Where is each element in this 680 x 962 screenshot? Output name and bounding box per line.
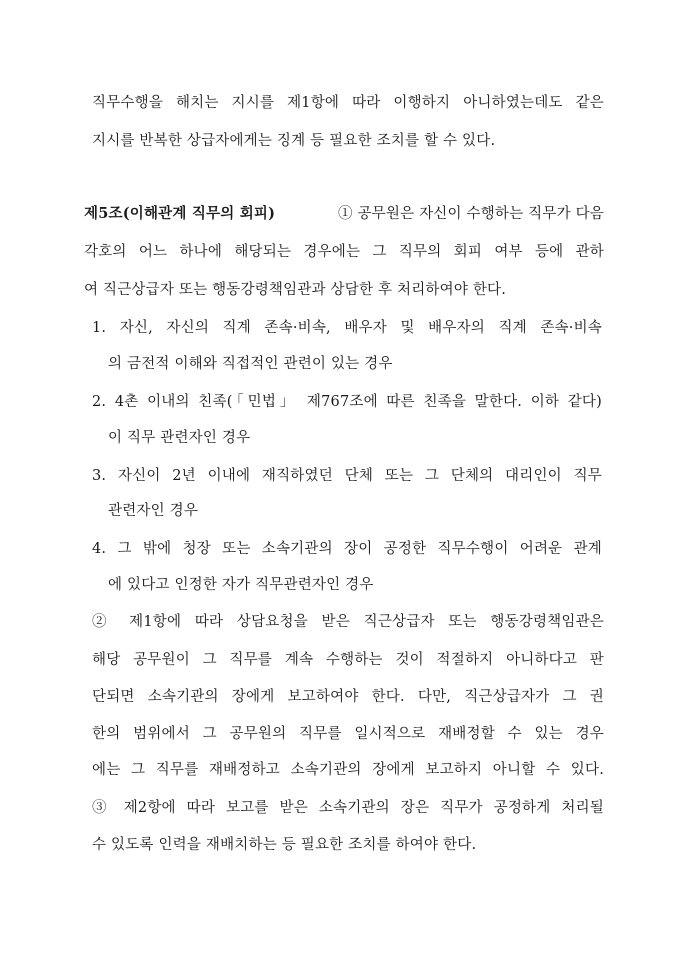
item-4-line-1: 4. 그 밖에 청장 또는 소속기관의 장이 공정한 직무수행이 어려운 관계 bbox=[92, 541, 602, 557]
item-3-line-1: 3. 자신이 2년 이내에 재직하였던 단체 또는 그 단체의 대리인이 직무 bbox=[92, 468, 602, 484]
article5-para1-line-3: 여 직근상급자 또는 행동강령책임관과 상담한 후 처리하여야 한다. bbox=[84, 282, 507, 298]
article5-para2-line-1: ② 제1항에 따라 상담요청을 받은 직근상급자 또는 행동강령책임관은 bbox=[92, 614, 604, 630]
article5-para2-line-2: 해당 공무원이 그 직무를 계속 수행하는 것이 적절하지 아니하다고 판 bbox=[92, 652, 604, 668]
article5-para2-line-4: 한의 범위에서 그 공무원의 직무를 일시적으로 재배정할 수 있는 경우 bbox=[92, 726, 604, 742]
article-heading: 제5조(이해관계 직무의 회피) bbox=[84, 205, 276, 222]
article5-para1-line-2: 각호의 어느 하나에 해당되는 경우에는 그 직무의 회피 여부 등에 관하 bbox=[84, 244, 604, 260]
item-1-line-2: 의 금전적 이해와 직접적인 관련이 있는 경우 bbox=[108, 356, 393, 372]
article5-first-line bbox=[84, 204, 604, 224]
intro-line-1: 직무수행을 해치는 지시를 제1항에 따라 이행하지 아니하였는데도 같은 bbox=[92, 95, 604, 111]
article5-para2-line-3: 단되면 소속기관의 장에게 보고하여야 한다. 다만, 직근상급자가 그 권 bbox=[92, 689, 604, 705]
article5-para1-first-line: ① 공무원은 자신이 수행하는 직무가 다음 bbox=[337, 206, 604, 222]
item-2-line-1: 2. 4촌 이내의 친족(「민법」 제767조에 따른 친족을 말한다. 이하 같다) bbox=[92, 394, 602, 410]
item-4-line-2: 에 있다고 인정한 자가 직무관련자인 경우 bbox=[108, 577, 374, 593]
article5-para2-line-5: 에는 그 직무를 재배정하고 소속기관의 장에게 보고하지 아니할 수 있다. bbox=[92, 762, 604, 778]
item-3-line-2: 관련자인 경우 bbox=[108, 503, 199, 519]
article5-para3-line-1: ③ 제2항에 따라 보고를 받은 소속기관의 장은 직무가 공정하게 처리될 bbox=[92, 800, 604, 816]
article5-para3-line-2: 수 있도록 인력을 재배치하는 등 필요한 조치를 하여야 한다. bbox=[92, 837, 477, 853]
intro-line-2: 지시를 반복한 상급자에게는 징계 등 필요한 조치를 할 수 있다. bbox=[92, 133, 496, 149]
item-2-line-2: 이 직무 관련자인 경우 bbox=[108, 430, 251, 446]
item-1-line-1: 1. 자신, 자신의 직계 존속·비속, 배우자 및 배우자의 직계 존속·비속 bbox=[92, 320, 602, 336]
